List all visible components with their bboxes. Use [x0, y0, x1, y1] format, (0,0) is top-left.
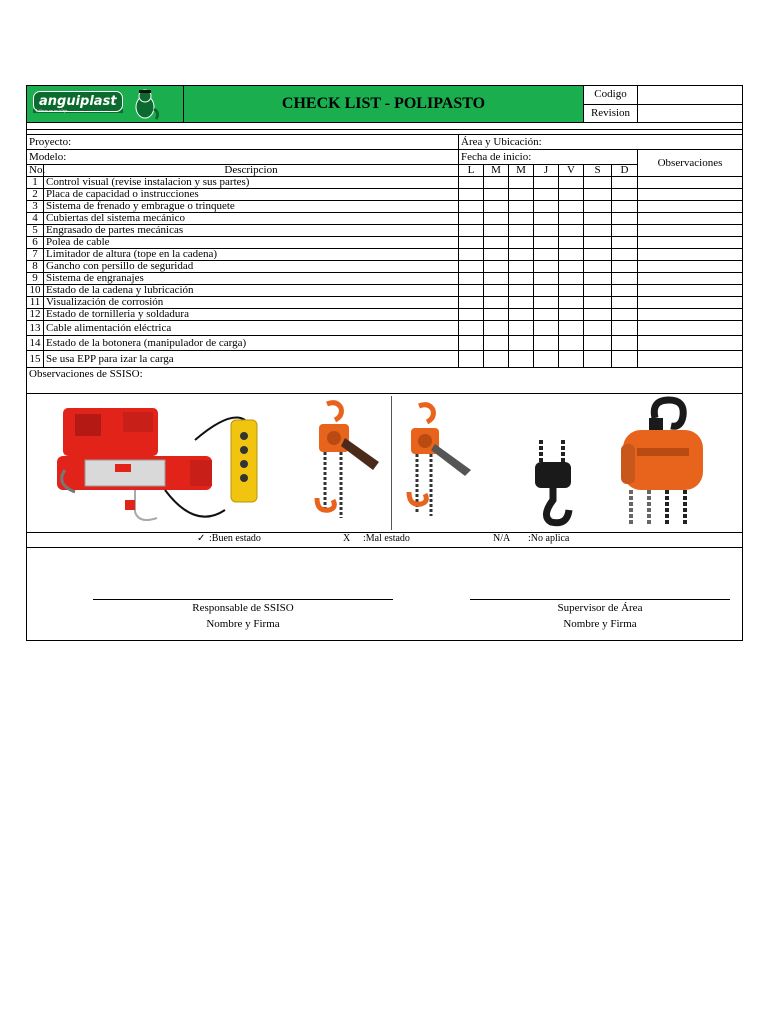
day-header-m2: M: [509, 165, 534, 177]
check-cell-m1[interactable]: [484, 321, 509, 336]
check-cell-m1[interactable]: [484, 285, 509, 297]
check-cell-s[interactable]: [584, 237, 612, 249]
revision-label: Revision: [584, 104, 638, 123]
check-cell-d[interactable]: [612, 297, 638, 309]
check-cell-m1[interactable]: [484, 261, 509, 273]
check-cell-m2[interactable]: [509, 249, 534, 261]
item-number: 8: [27, 261, 44, 273]
day-header-l: L: [459, 165, 484, 177]
electric-hoist-image: [45, 400, 275, 528]
check-cell-m2[interactable]: [509, 261, 534, 273]
observation-cell[interactable]: [638, 351, 743, 368]
item-description: Visualización de corrosión: [44, 297, 459, 309]
item-description: Sistema de frenado y embrague o trinquete: [44, 201, 459, 213]
item-description: Cable alimentación eléctrica: [44, 321, 459, 336]
item-description: Polea de cable: [44, 237, 459, 249]
check-cell-j[interactable]: [534, 225, 559, 237]
check-cell-j[interactable]: [534, 249, 559, 261]
day-header-m1: M: [484, 165, 509, 177]
check-cell-v[interactable]: [559, 261, 584, 273]
check-cell-j[interactable]: [534, 261, 559, 273]
check-cell-l[interactable]: [459, 309, 484, 321]
item-description: Limitador de altura (tope en la cadena): [44, 249, 459, 261]
check-cell-s[interactable]: [584, 177, 612, 189]
item-description: Engrasado de partes mecánicas: [44, 225, 459, 237]
lever-hoist-image: [307, 398, 387, 522]
day-header-j: J: [534, 165, 559, 177]
check-cell-d[interactable]: [612, 237, 638, 249]
legend-bad-symbol: X: [343, 533, 351, 544]
hook-block-image: [527, 440, 587, 526]
item-number: 7: [27, 249, 44, 261]
descripcion-header: Descripcion: [44, 165, 459, 177]
check-cell-m1[interactable]: [484, 273, 509, 285]
item-number: 12: [27, 309, 44, 321]
check-cell-j[interactable]: [534, 213, 559, 225]
check-cell-l[interactable]: [459, 177, 484, 189]
check-cell-l[interactable]: [459, 273, 484, 285]
check-cell-d[interactable]: [612, 201, 638, 213]
logo: [27, 86, 184, 123]
day-header-v: V: [559, 165, 584, 177]
table-row: [27, 177, 743, 189]
area-field[interactable]: Área y Ubicación:: [459, 135, 743, 150]
check-cell-s[interactable]: [584, 249, 612, 261]
item-number: 6: [27, 237, 44, 249]
item-description: Estado de tornilleria y soldadura: [44, 309, 459, 321]
legend-bad-text: :Mal estado: [363, 533, 410, 544]
day-header-d: D: [612, 165, 638, 177]
check-cell-m1[interactable]: [484, 213, 509, 225]
day-header-s: S: [584, 165, 612, 177]
table-row: [27, 225, 743, 237]
item-number: 3: [27, 201, 44, 213]
check-cell-l[interactable]: [459, 189, 484, 201]
item-number: 14: [27, 336, 44, 351]
check-cell-l[interactable]: [459, 237, 484, 249]
check-cell-m1[interactable]: [484, 237, 509, 249]
check-cell-m1[interactable]: [484, 177, 509, 189]
check-cell-j[interactable]: [534, 309, 559, 321]
check-cell-l[interactable]: [459, 321, 484, 336]
check-cell-m1[interactable]: [484, 309, 509, 321]
check-cell-m2[interactable]: [509, 309, 534, 321]
check-cell-m2[interactable]: [509, 336, 534, 351]
item-description: Placa de capacidad o instrucciones: [44, 189, 459, 201]
check-cell-j[interactable]: [534, 285, 559, 297]
legend-ok-text: :Buen estado: [209, 533, 261, 544]
check-cell-m2[interactable]: [509, 201, 534, 213]
revision-field[interactable]: [638, 104, 743, 123]
check-cell-m2[interactable]: [509, 237, 534, 249]
table-row: [27, 297, 743, 309]
observation-cell[interactable]: [638, 297, 743, 309]
check-cell-l[interactable]: [459, 261, 484, 273]
observation-cell[interactable]: [638, 237, 743, 249]
chain-hoist-image: [597, 396, 707, 526]
observation-cell[interactable]: [638, 336, 743, 351]
ssiso-signature-line[interactable]: [93, 599, 393, 600]
item-number: 5: [27, 225, 44, 237]
check-cell-s[interactable]: [584, 297, 612, 309]
check-cell-v[interactable]: [559, 309, 584, 321]
logo-subtext: Líderes en reciclaje: [33, 109, 123, 113]
mascot-icon: [123, 87, 163, 121]
check-cell-j[interactable]: [534, 336, 559, 351]
item-description: Cubiertas del sistema mecánico: [44, 213, 459, 225]
check-cell-d[interactable]: [612, 225, 638, 237]
check-cell-s[interactable]: [584, 309, 612, 321]
table-row: [27, 261, 743, 273]
item-number: 11: [27, 297, 44, 309]
check-cell-j[interactable]: [534, 351, 559, 368]
check-cell-m2[interactable]: [509, 225, 534, 237]
check-cell-v[interactable]: [559, 351, 584, 368]
page-title: CHECK LIST - POLIPASTO: [184, 86, 584, 123]
legend-na-symbol: N/A: [493, 533, 511, 544]
check-cell-s[interactable]: [584, 189, 612, 201]
observaciones-header: Observaciones: [638, 150, 743, 177]
codigo-field[interactable]: [638, 86, 743, 105]
check-cell-j[interactable]: [534, 177, 559, 189]
check-cell-s[interactable]: [584, 321, 612, 336]
check-cell-d[interactable]: [612, 249, 638, 261]
supervisor-signature-title: Supervisor de Área: [557, 602, 643, 614]
observation-cell[interactable]: [638, 201, 743, 213]
item-number: 10: [27, 285, 44, 297]
item-number: 2: [27, 189, 44, 201]
check-cell-s[interactable]: [584, 225, 612, 237]
check-cell-l[interactable]: [459, 351, 484, 368]
item-description: Estado de la cadena y lubricación: [44, 285, 459, 297]
check-cell-v[interactable]: [559, 177, 584, 189]
check-cell-v[interactable]: [559, 201, 584, 213]
observation-cell[interactable]: [638, 249, 743, 261]
check-cell-j[interactable]: [534, 297, 559, 309]
observation-cell[interactable]: [638, 213, 743, 225]
check-cell-v[interactable]: [559, 225, 584, 237]
check-cell-v[interactable]: [559, 297, 584, 309]
check-cell-j[interactable]: [534, 237, 559, 249]
item-description: Gancho con persillo de seguridad: [44, 261, 459, 273]
check-cell-m1[interactable]: [484, 336, 509, 351]
check-cell-v[interactable]: [559, 285, 584, 297]
observation-cell[interactable]: [638, 309, 743, 321]
observation-cell[interactable]: [638, 225, 743, 237]
observation-cell[interactable]: [638, 273, 743, 285]
item-number: 9: [27, 273, 44, 285]
observation-cell[interactable]: [638, 189, 743, 201]
check-cell-s[interactable]: [584, 213, 612, 225]
header-table: [26, 85, 743, 123]
table-row: [27, 321, 743, 336]
signature-section: [27, 548, 743, 641]
observation-cell[interactable]: [638, 285, 743, 297]
check-cell-m2[interactable]: [509, 351, 534, 368]
item-number: 4: [27, 213, 44, 225]
check-cell-m1[interactable]: [484, 297, 509, 309]
observation-cell[interactable]: [638, 177, 743, 189]
item-description: Se usa EPP para izar la carga: [44, 351, 459, 368]
table-row: [27, 336, 743, 351]
check-cell-l[interactable]: [459, 336, 484, 351]
check-cell-j[interactable]: [534, 273, 559, 285]
check-cell-d[interactable]: [612, 189, 638, 201]
supervisor-signature-sub: Nombre y Firma: [563, 618, 637, 630]
check-cell-m2[interactable]: [509, 189, 534, 201]
proyecto-field[interactable]: Proyecto:: [27, 135, 459, 150]
check-cell-d[interactable]: [612, 285, 638, 297]
check-cell-d[interactable]: [612, 261, 638, 273]
check-cell-l[interactable]: [459, 297, 484, 309]
check-cell-s[interactable]: [584, 336, 612, 351]
check-cell-j[interactable]: [534, 321, 559, 336]
check-cell-m1[interactable]: [484, 189, 509, 201]
legend: [27, 533, 743, 548]
ssiso-observations[interactable]: Observaciones de SSISO:: [27, 368, 743, 394]
table-row: [27, 189, 743, 201]
hoist-images: [27, 394, 743, 533]
item-number: 15: [27, 351, 44, 368]
check-cell-m1[interactable]: [484, 249, 509, 261]
item-number: 1: [27, 177, 44, 189]
check-cell-l[interactable]: [459, 201, 484, 213]
table-row: [27, 273, 743, 285]
lever-hoist-image-2: [401, 400, 481, 520]
check-cell-v[interactable]: [559, 273, 584, 285]
check-cell-v[interactable]: [559, 189, 584, 201]
checklist-table: [26, 123, 743, 641]
check-cell-v[interactable]: [559, 249, 584, 261]
check-cell-m2[interactable]: [509, 285, 534, 297]
check-cell-d[interactable]: [612, 177, 638, 189]
legend-ok-symbol: ✓: [197, 533, 206, 544]
logo-text: anguiplast: [33, 91, 123, 112]
legend-na-text: :No aplica: [528, 533, 570, 544]
checklist-sheet: [26, 85, 742, 641]
check-cell-s[interactable]: [584, 285, 612, 297]
check-cell-l[interactable]: [459, 285, 484, 297]
check-cell-s[interactable]: [584, 273, 612, 285]
check-cell-m2[interactable]: [509, 321, 534, 336]
table-row: [27, 249, 743, 261]
observation-cell[interactable]: [638, 321, 743, 336]
check-cell-m2[interactable]: [509, 273, 534, 285]
table-row: [27, 237, 743, 249]
ssiso-signature-title: Responsable de SSISO: [192, 602, 294, 614]
check-cell-j[interactable]: [534, 189, 559, 201]
image-divider: [391, 396, 392, 530]
item-description: Control visual (revise instalacion y sus partes): [44, 177, 459, 189]
check-cell-d[interactable]: [612, 309, 638, 321]
check-cell-j[interactable]: [534, 201, 559, 213]
item-number: 13: [27, 321, 44, 336]
check-cell-m2[interactable]: [509, 177, 534, 189]
fecha-field[interactable]: Fecha de inicio:: [459, 150, 638, 165]
table-row: [27, 309, 743, 321]
check-cell-d[interactable]: [612, 336, 638, 351]
check-cell-l[interactable]: [459, 213, 484, 225]
check-cell-m2[interactable]: [509, 213, 534, 225]
ssiso-signature-sub: Nombre y Firma: [206, 618, 280, 630]
check-cell-s[interactable]: [584, 261, 612, 273]
check-cell-v[interactable]: [559, 213, 584, 225]
check-cell-v[interactable]: [559, 336, 584, 351]
check-cell-d[interactable]: [612, 351, 638, 368]
observation-cell[interactable]: [638, 261, 743, 273]
check-cell-d[interactable]: [612, 213, 638, 225]
item-description: Sistema de engranajes: [44, 273, 459, 285]
check-cell-d[interactable]: [612, 321, 638, 336]
item-description: Estado de la botonera (manipulador de carga): [44, 336, 459, 351]
table-row: [27, 351, 743, 368]
check-cell-v[interactable]: [559, 237, 584, 249]
check-cell-l[interactable]: [459, 225, 484, 237]
supervisor-signature-line[interactable]: [470, 599, 730, 600]
check-cell-m1[interactable]: [484, 351, 509, 368]
table-row: [27, 213, 743, 225]
check-cell-m2[interactable]: [509, 297, 534, 309]
codigo-label: Codigo: [584, 86, 638, 105]
modelo-field[interactable]: Modelo:: [27, 150, 459, 165]
check-cell-s[interactable]: [584, 351, 612, 368]
check-cell-s[interactable]: [584, 201, 612, 213]
table-row: [27, 201, 743, 213]
check-cell-m1[interactable]: [484, 201, 509, 213]
check-cell-l[interactable]: [459, 249, 484, 261]
check-cell-v[interactable]: [559, 321, 584, 336]
table-row: [27, 285, 743, 297]
no-header: No.: [27, 165, 44, 177]
check-cell-m1[interactable]: [484, 225, 509, 237]
check-cell-d[interactable]: [612, 273, 638, 285]
